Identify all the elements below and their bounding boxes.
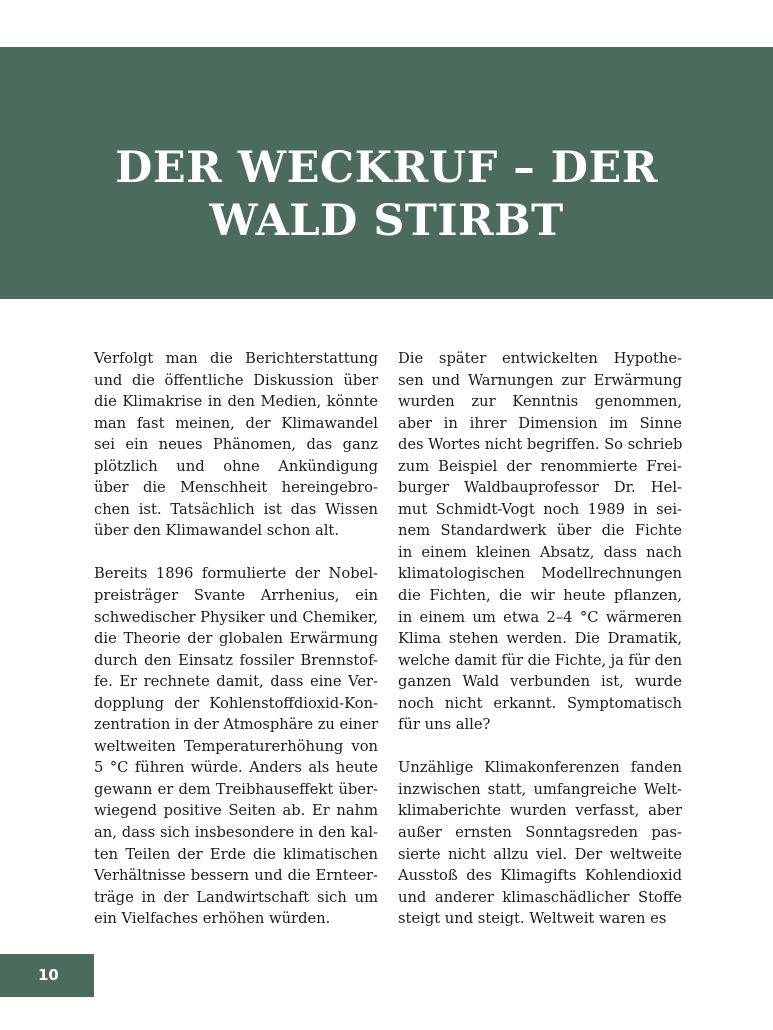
text-line: plötzlich und ohne Ankündigung bbox=[94, 457, 378, 475]
text-line: klimaberichte wurden verfasst, aber bbox=[398, 802, 682, 820]
text-line: chen ist. Tatsächlich ist das Wissen bbox=[94, 500, 378, 518]
text-line: die Theorie der globalen Erwärmung bbox=[94, 630, 378, 648]
text-line: sei ein neues Phänomen, das ganz bbox=[94, 436, 378, 454]
text-line: Klima stehen werden. Die Dramatik, bbox=[398, 630, 682, 648]
text-line: mut Schmidt-Vogt noch 1989 in sei- bbox=[398, 500, 682, 518]
text-line: ten Teilen der Erde die klimatischen bbox=[94, 845, 378, 863]
text-line: zum Beispiel der renommierte Frei- bbox=[398, 457, 682, 475]
text-line: schwedischer Physiker und Chemiker, bbox=[94, 608, 378, 626]
text-line: des Wortes nicht begriffen. So schrieb bbox=[398, 436, 683, 454]
text-line: Verfolgt man die Berichterstattung bbox=[94, 350, 378, 367]
text-line: Die später entwickelten Hypothe- bbox=[398, 350, 682, 367]
text-line: man fast meinen, der Klimawandel bbox=[94, 414, 378, 432]
text-line: und die öffentliche Diskussion über bbox=[94, 371, 378, 389]
page-number-tab bbox=[0, 954, 94, 997]
right-paragraph-1 bbox=[398, 348, 682, 736]
text-line: Unzählige Klimakonferenzen fanden bbox=[398, 759, 682, 777]
left-paragraph-2 bbox=[94, 563, 378, 929]
text-line: über die Menschheit hereingebro- bbox=[94, 479, 378, 497]
text-line: inzwischen statt, umfangreiche Welt- bbox=[398, 780, 682, 798]
text-line: noch nicht erkannt. Symptomatisch bbox=[398, 694, 682, 712]
text-line: außer ernsten Sonntagsreden pas- bbox=[398, 824, 682, 842]
left-paragraph-1 bbox=[94, 348, 378, 542]
text-line: Verhältnisse bessern und die Ernteer- bbox=[94, 867, 378, 885]
text-line: Ausstoß des Klimagifts Kohlendioxid bbox=[398, 867, 682, 885]
text-line: weltweiten Temperaturerhöhung von bbox=[94, 737, 378, 755]
text-line: wurden zur Kenntnis genommen, bbox=[398, 393, 682, 411]
text-line: welche damit für die Fichte, ja für den bbox=[398, 651, 682, 669]
right-column bbox=[398, 348, 682, 930]
text-line: Bereits 1896 formulierte der Nobel- bbox=[94, 565, 378, 583]
text-line: zentration in der Atmosphäre zu einer bbox=[94, 716, 378, 734]
text-line: burger Waldbauprofessor Dr. Hel- bbox=[398, 479, 682, 497]
text-line: gewann er dem Treibhauseffekt über- bbox=[94, 780, 378, 798]
text-line: preisträger Svante Arrhenius, ein bbox=[94, 587, 378, 605]
page-title bbox=[0, 142, 773, 248]
text-line: in einem kleinen Absatz, dass nach bbox=[398, 543, 682, 561]
text-line: dopplung der Kohlenstoffdioxid-Kon- bbox=[94, 694, 378, 712]
title-line-1: DER WECKRUF – DER bbox=[115, 143, 658, 193]
text-line: wiegend positive Seiten ab. Er nahm bbox=[94, 802, 378, 820]
text-line: fe. Er rechnete damit, dass eine Ver- bbox=[94, 673, 378, 691]
text-line: für uns alle? bbox=[398, 716, 491, 734]
text-line: steigt und steigt. Weltweit waren es bbox=[398, 910, 667, 928]
text-line: aber in ihrer Dimension im Sinne bbox=[398, 414, 682, 432]
text-line: und anderer klimaschädlicher Stoffe bbox=[398, 888, 682, 906]
text-line: träge in der Landwirtschaft sich um bbox=[94, 888, 378, 906]
text-line: ganzen Wald verbunden ist, wurde bbox=[398, 673, 682, 691]
text-line: sen und Warnungen zur Erwärmung bbox=[398, 371, 682, 389]
paragraph-gap bbox=[398, 736, 682, 758]
text-line: über den Klimawandel schon alt. bbox=[94, 522, 339, 540]
text-line: durch den Einsatz fossiler Brennstof- bbox=[94, 651, 378, 669]
text-line: an, dass sich insbesondere in den kal- bbox=[94, 824, 378, 842]
text-line: die Klimakrise in den Medien, könnte bbox=[94, 393, 378, 411]
left-column bbox=[94, 348, 378, 930]
title-line-2: WALD STIRBT bbox=[209, 196, 564, 246]
text-line: in einem um etwa 2–4 °C wärmeren bbox=[398, 608, 682, 626]
right-paragraph-2 bbox=[398, 757, 682, 929]
paragraph-gap bbox=[94, 542, 378, 564]
text-line: klimatologischen Modellrechnungen bbox=[398, 565, 682, 583]
text-line: ein Vielfaches erhöhen würden. bbox=[94, 910, 331, 928]
page-number: 10 bbox=[38, 966, 59, 984]
text-line: sierte nicht allzu viel. Der weltweite bbox=[398, 845, 682, 863]
text-line: die Fichten, die wir heute pflanzen, bbox=[398, 587, 682, 605]
text-line: nem Standardwerk über die Fichte bbox=[398, 522, 682, 540]
text-line: 5 °C führen würde. Anders als heute bbox=[94, 759, 378, 777]
